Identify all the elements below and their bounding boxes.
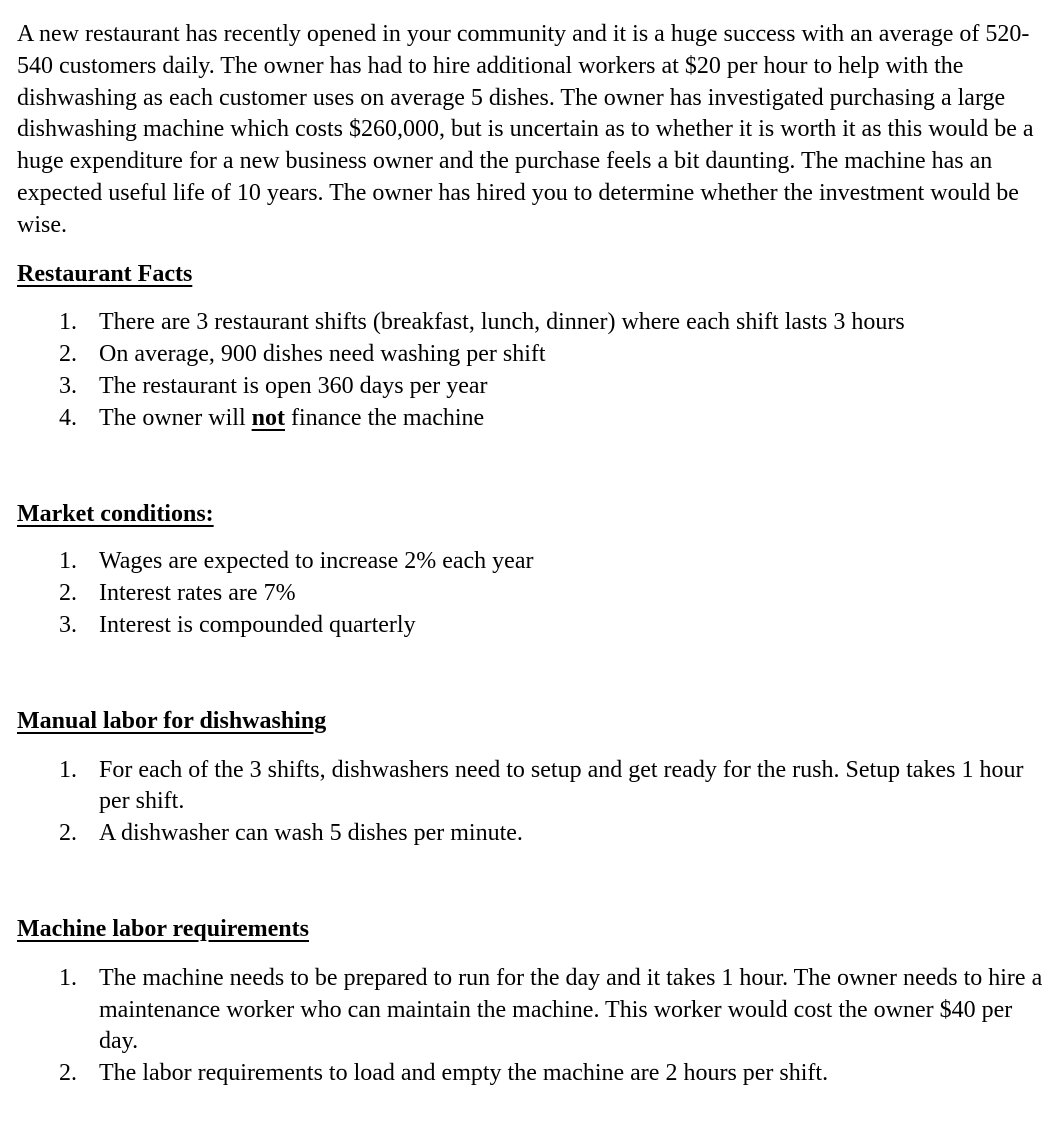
list-item xyxy=(59,403,1047,435)
list-item-text: For each of the 3 shifts, dishwashers need to setup and get ready for the rush. Setup takes 1 hour per shift. xyxy=(99,756,1024,815)
list-item-text: A dishwasher can wash 5 dishes per minute. xyxy=(99,820,523,847)
list-number: 2. xyxy=(59,341,77,368)
list-number: 3. xyxy=(59,372,77,399)
list-item xyxy=(59,307,1047,339)
list-number: 1. xyxy=(59,756,77,783)
machine-labor-list xyxy=(17,963,1047,1090)
list-item xyxy=(59,755,1047,819)
list-item xyxy=(59,578,1047,610)
list-item xyxy=(59,610,1047,642)
list-item xyxy=(59,546,1047,578)
document xyxy=(17,19,1047,1090)
list-item-text: Interest is compounded quarterly xyxy=(99,611,416,638)
list-item-text-before: The owner will xyxy=(99,404,252,431)
list-item xyxy=(59,818,1047,850)
list-item-text: Interest rates are 7% xyxy=(99,580,296,607)
list-number: 4. xyxy=(59,404,77,431)
restaurant-facts-heading: Restaurant Facts xyxy=(17,260,193,287)
list-item xyxy=(59,371,1047,403)
list-number: 1. xyxy=(59,548,77,575)
emphasis-not: not xyxy=(251,404,285,431)
list-item-text: There are 3 restaurant shifts (breakfast, lunch, dinner) where each shift lasts 3 hours xyxy=(99,309,905,336)
list-item-text: The machine needs to be prepared to run for the day and it takes 1 hour. The owner needs to hire a maintenance worker who can maintain the machine. This worker would cost the owner $40 per day. xyxy=(99,964,1043,1055)
manual-labor-heading: Manual labor for dishwashing xyxy=(17,707,327,734)
list-item-text: The labor requirements to load and empty the machine are 2 hours per shift. xyxy=(99,1060,829,1087)
list-number: 3. xyxy=(59,611,77,638)
list-number: 1. xyxy=(59,964,77,991)
intro-paragraph: A new restaurant has recently opened in your community and it is a huge success with an average of 520-540 customers daily. The owner has had to hire additional workers at $20 per hour to help with the dishwashing as each customer uses on average 5 dishes. The owner has investigated purchasing a large dishwashing machine which costs $260,000, but is uncertain as to whether it is worth it as this would be a huge expenditure for a new business owner and the purchase feels a bit daunting. The machine has an expected useful life of 10 years. The owner has hired you to determine whether the investment would be wise. xyxy=(17,21,1034,238)
list-item-text: The restaurant is open 360 days per year xyxy=(99,372,488,399)
list-item xyxy=(59,339,1047,371)
list-number: 2. xyxy=(59,580,77,607)
list-number: 2. xyxy=(59,1060,77,1087)
market-conditions-heading: Market conditions: xyxy=(17,500,214,527)
list-number: 2. xyxy=(59,820,77,847)
restaurant-facts-list xyxy=(17,307,1047,434)
machine-labor-heading: Machine labor requirements xyxy=(17,915,309,942)
list-item xyxy=(59,963,1047,1058)
manual-labor-list xyxy=(17,755,1047,850)
market-conditions-list xyxy=(17,546,1047,641)
list-item-text: Wages are expected to increase 2% each year xyxy=(99,548,534,575)
list-number: 1. xyxy=(59,309,77,336)
list-item-text: On average, 900 dishes need washing per shift xyxy=(99,341,546,368)
list-item-text-after: finance the machine xyxy=(284,404,485,431)
list-item xyxy=(59,1058,1047,1090)
